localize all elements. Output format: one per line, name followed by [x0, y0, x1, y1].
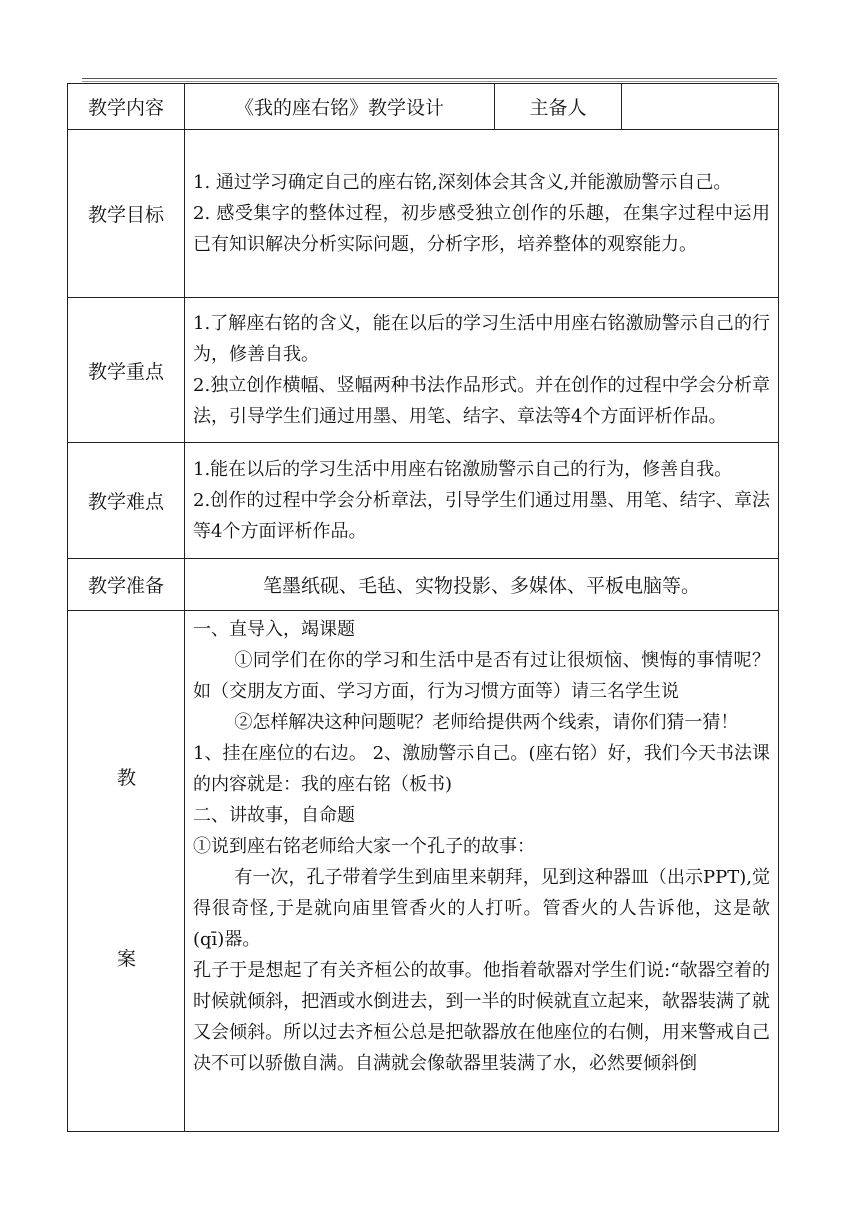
goal-item: 2. 感受集字的整体过程，初步感受独立创作的乐趣，在集字过程中运用已有知识解决分析实际问题，分析字形，培养整体的观察能力。: [193, 203, 770, 255]
key-points-row: [68, 298, 779, 443]
plan-line: ①说到座右铭老师给大家一个孔子的故事：: [193, 836, 535, 857]
lesson-plan-table: [67, 83, 779, 1132]
difficulty-item: 1.能在以后的学习生活中用座右铭激励警示自己的行为，修善自我。: [193, 459, 733, 480]
difficulty-item: 2.创作的过程中学会分析章法，引导学生们通过用墨、用笔、结字、章法等4个方面评析作品。: [193, 490, 770, 542]
plan-label-top: 教: [116, 767, 136, 789]
preparation-label: 教学准备: [68, 559, 185, 611]
preparation-content: 笔墨纸砚、毛毡、实物投影、多媒体、平板电脑等。: [185, 559, 779, 611]
key-points-label: 教学重点: [68, 298, 185, 443]
plan-line: 孔子于是想起了有关齐桓公的故事。他指着欹器对学生们说:“欹器空着的时候就倾斜，把酒或水倒进去，到一半的时候就直立起来，欹器装满了就又会倾斜。所以过去齐桓公总是把欹器放在他座位的右侧，用来警戒自己决不可以骄傲自满。自满就会像欹器里装满了水，必然要倾斜倒: [193, 960, 770, 1074]
key-points-content: [185, 298, 779, 443]
goals-content: [185, 130, 779, 298]
author-value: [622, 84, 779, 130]
plan-line: ②怎样解决这种问题呢？老师给提供两个线索，请你们猜一猜！: [234, 712, 739, 733]
plan-line: ①同学们在你的学习和生活中是否有过让很烦恼、懊悔的事情呢？如（交朋友方面、学习方面，行为习惯方面等）请三名学生说: [193, 650, 770, 702]
goal-item: 1. 通过学习确定自己的座右铭,深刻体会其含义,并能激励警示自己。: [193, 172, 732, 193]
key-point-item: 2.独立创作横幅、竖幅两种书法作品形式。并在创作的过程中学会分析章法，引导学生们通过用墨、用笔、结字、章法等4个方面评析作品。: [193, 375, 770, 427]
header-row: [68, 84, 779, 130]
header-rule-bottom: [82, 81, 777, 82]
plan-line: 一、直导入，竭课题: [193, 619, 355, 640]
content-label: 教学内容: [68, 84, 185, 130]
goals-label: 教学目标: [68, 130, 185, 298]
key-point-item: 1.了解座右铭的含义，能在以后的学习生活中用座右铭激励警示自己的行为，修善自我。: [193, 313, 770, 365]
lesson-title: 《我的座右铭》教学设计: [185, 84, 495, 130]
plan-row: [68, 611, 779, 1132]
goals-row: [68, 130, 779, 298]
plan-content: [185, 611, 779, 1132]
difficulties-label: 教学难点: [68, 443, 185, 559]
author-label: 主备人: [495, 84, 622, 130]
plan-line: 1、挂在座位的右边。 2、激励警示自己。(座右铭）好，我们今天书法课的内容就是：我的座右铭（板书): [193, 743, 770, 795]
plan-label-bottom: 案: [116, 948, 136, 970]
header-rule-top: [82, 78, 777, 79]
difficulties-row: [68, 443, 779, 559]
difficulties-content: [185, 443, 779, 559]
plan-line: 二、讲故事，自命题: [193, 805, 355, 826]
plan-line: 有一次，孔子带着学生到庙里来朝拜，见到这种器皿（出示PPT),觉得很奇怪,于是就向庙里管香火的人打听。管香火的人告诉他，这是欹(qī)器。: [193, 867, 770, 950]
preparation-row: [68, 559, 779, 611]
plan-label-cell: [68, 611, 185, 1132]
